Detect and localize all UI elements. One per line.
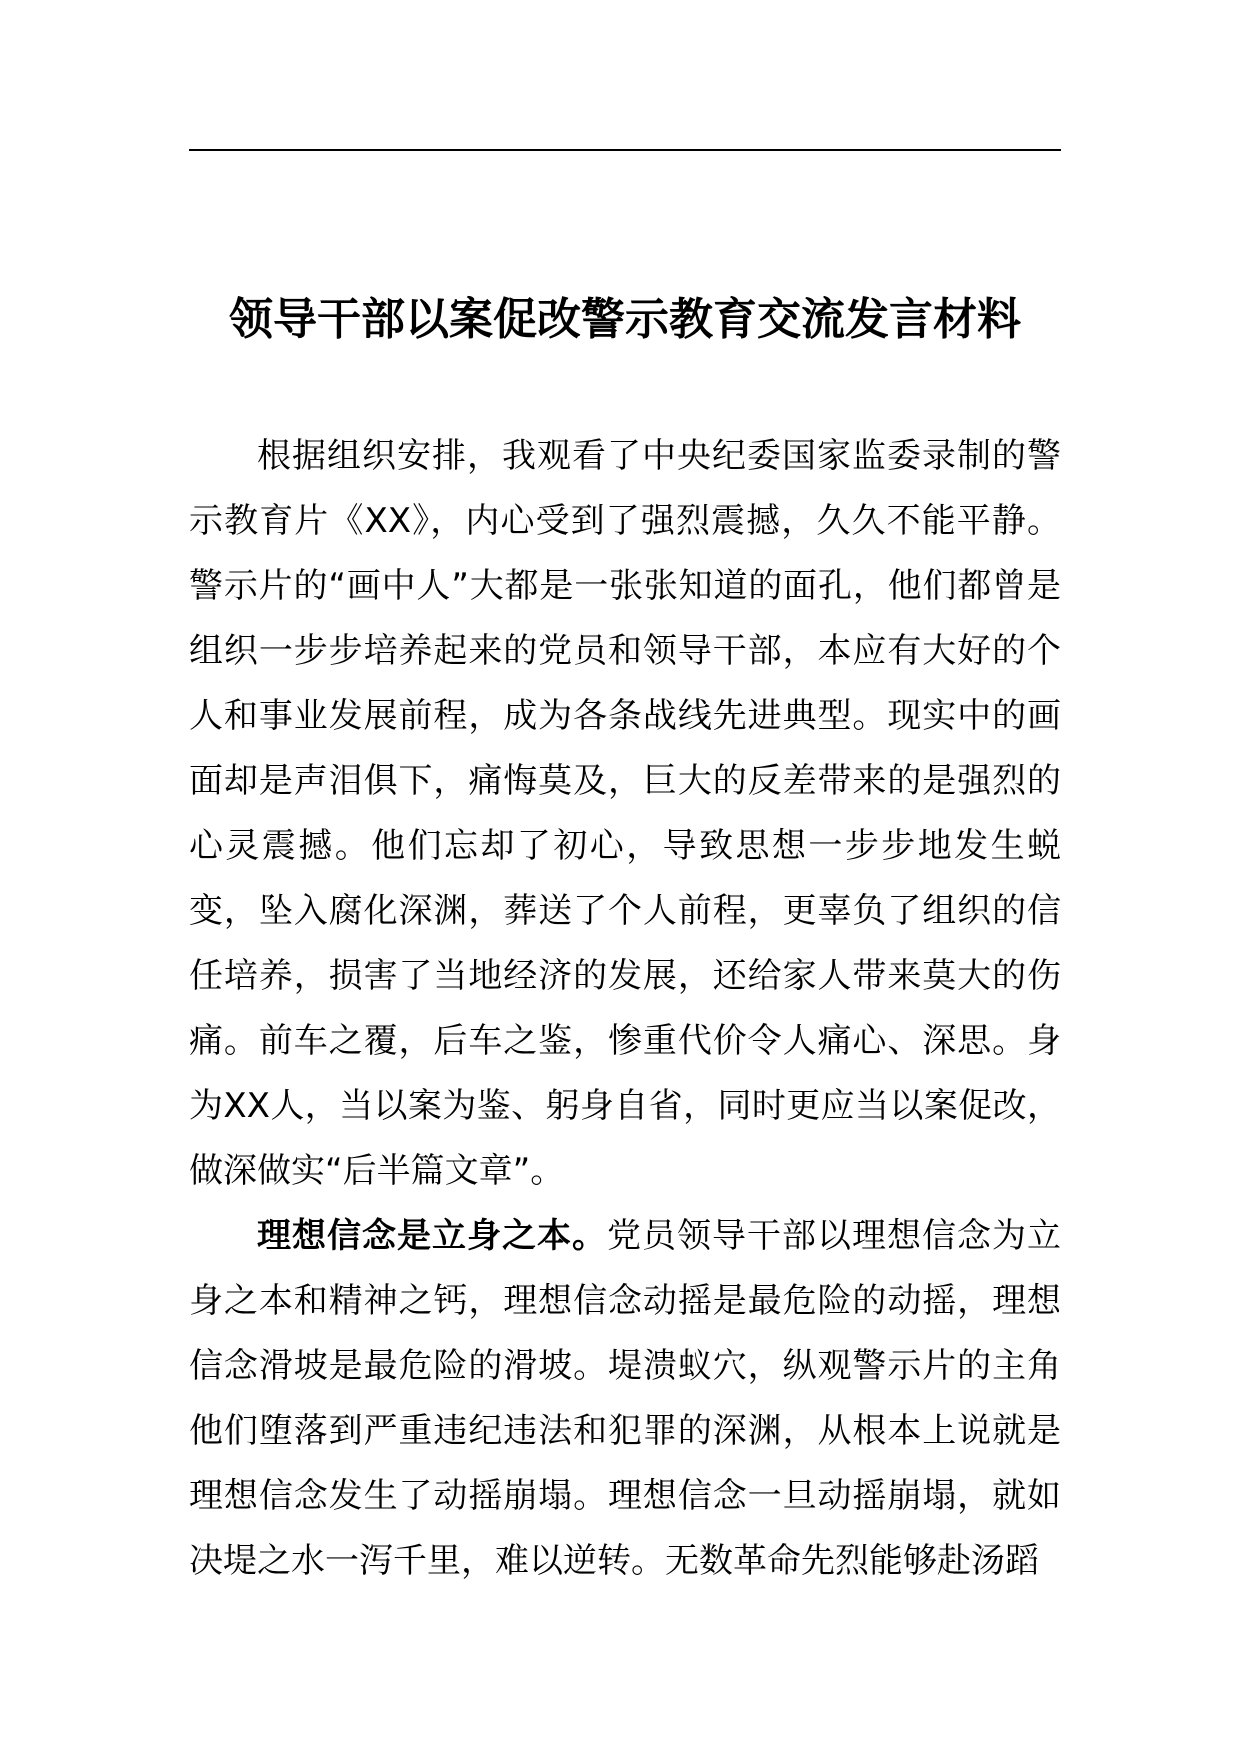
document-title: 领导干部以案促改警示教育交流发言材料 bbox=[229, 294, 1021, 345]
paragraph-intro-text: 根据组织安排，我观看了中央纪委国家监委录制的警示教育片《XX》，内心受到了强烈震撼，久久不能平静。警示片的“画中人”大都是一张张知道的面孔，他们都曾是组织一步步培养起来的党员和领导干部，本应有大好的个人和事业发展前程，成为各条战线先进典型。现实中的画面却是声泪俱下，痛悔莫及，巨大的反差带来的是强烈的心灵震撼。他们忘却了初心，导致思想一步步地发生蜕变，坠入腐化深渊，葬送了个人前程，更辜负了组织的信任培养，损害了当地经济的发展，还给家人带来莫大的伤痛。前车之覆，后车之鉴，惨重代价令人痛心、深思。身为XX人，当以案为鉴、躬身自省，同时更应当以案促改，做深做实“后半篇文章”。 bbox=[189, 436, 1061, 1191]
document-body bbox=[189, 424, 1061, 1594]
header-rule bbox=[189, 149, 1061, 151]
paragraph-ideals bbox=[189, 1204, 1061, 1594]
paragraph-intro bbox=[189, 424, 1061, 1204]
paragraph-ideals-text: 党员领导干部以理想信念为立身之本和精神之钙，理想信念动摇是最危险的动摇，理想信念滑坡是最危险的滑坡。堤溃蚁穴，纵观警示片的主角他们堕落到严重违纪违法和犯罪的深渊，从根本上说就是理想信念发生了动摇崩塌。理想信念一旦动摇崩塌，就如决堤之水一泻千里，难以逆转。无数革命先烈能够赴汤蹈 bbox=[189, 1216, 1061, 1581]
paragraph-ideals-lead: 理想信念是立身之本。 bbox=[257, 1216, 607, 1256]
